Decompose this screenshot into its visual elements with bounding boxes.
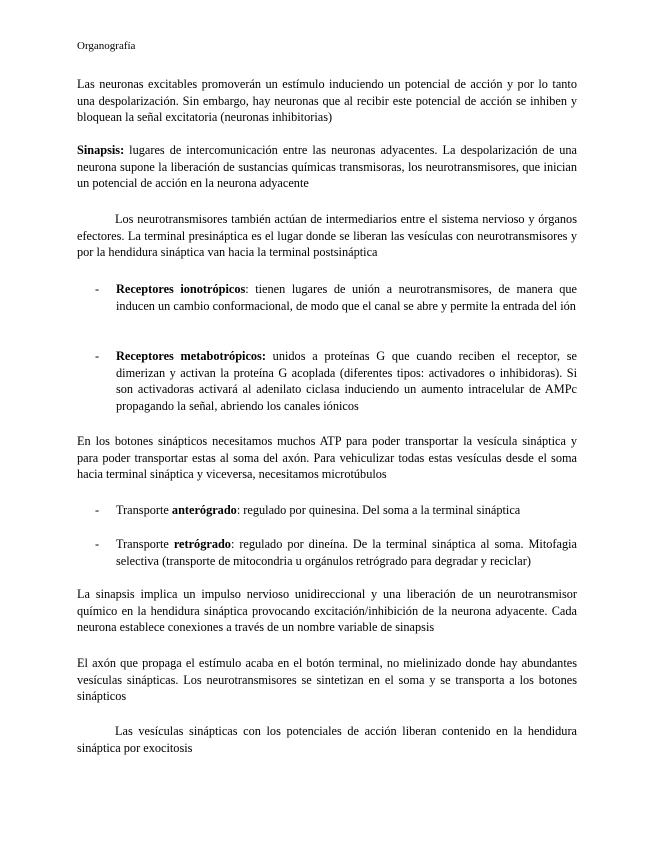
- ionotropicos-definition: : tienen lugares de unión a neurotransmisores, de manera que inducen un cambio conformacional, de modo que el canal se abre y permite la entrada del ión: [116, 282, 577, 313]
- paragraph-sinapsis: [77, 142, 577, 192]
- list-item-retrogrado: [77, 536, 577, 569]
- page-header: Organografía: [77, 40, 136, 52]
- anterogrado-definition: : regulado por quinesina. Del soma a la terminal sináptica: [236, 503, 521, 517]
- list-item-ionotropicos: [77, 281, 577, 314]
- paragraph-botones-sinapticos: En los botones sinápticos necesitamos muchos ATP para poder transportar la vesícula sináptica y para poder transportar estas al soma del axón. Para vehiculizar todas estas vesículas desde el soma hacia terminal sináptica y viceversa, necesitamos microtúbulos: [77, 434, 577, 481]
- list-dash: -: [95, 282, 100, 296]
- paragraph-axon: El axón que propaga el estímulo acaba en el botón terminal, no mielinizado donde hay abundantes vesículas sinápticas. Los neurotransmisores se sintetizan en el soma y se transporta a los botones sinápticos: [77, 656, 577, 703]
- list-item-metabotropicos: [77, 348, 577, 414]
- term-ionotropicos: Receptores ionotrópicos: [116, 282, 246, 296]
- paragraph-vesiculas: Las vesículas sinápticas con los potenciales de acción liberan contenido en la hendidura sináptica por exocitosis: [77, 724, 577, 755]
- paragraph-sinapsis-impulso: La sinapsis implica un impulso nervioso unidireccional y una liberación de un neurotransmisor químico en la hendidura sináptica provocando excitación/inhibición de la neurona adyacente. Cada neurona establece conexiones a través de un nombre variable de sinapsis: [77, 587, 577, 634]
- term-anterogrado: anterógrado: [171, 503, 237, 517]
- transporte-label: Transporte: [116, 503, 172, 517]
- list-dash: -: [95, 537, 100, 551]
- list-item-anterogrado: [77, 502, 577, 519]
- paragraph-neurotransmisores: Los neurotransmisores también actúan de intermediarios entre el sistema nervioso y órganos efectores. La terminal presináptica es el lugar donde se liberan las vesículas con neurotransmisores y por la hendidura sináptica van hacia la terminal postsináptica: [77, 212, 577, 259]
- list-item-text: [116, 281, 577, 314]
- list-item-text: [116, 348, 577, 414]
- term-sinapsis: Sinapsis:: [77, 143, 125, 157]
- term-metabotropicos: Receptores metabotrópicos:: [116, 349, 266, 363]
- list-item-text: [116, 536, 577, 569]
- term-retrogrado: retrógrado: [173, 537, 231, 551]
- paragraph-neuronas-excitables: Las neuronas excitables promoverán un estímulo induciendo un potencial de acción y por lo tanto una despolarización. Sin embargo, hay neuronas que al recibir este potencial de acción se inhiben y bloquean la señal excitatoria (neuronas inhibitorias): [77, 77, 577, 124]
- list-item-text: [116, 502, 577, 519]
- list-dash: -: [95, 503, 100, 517]
- sinapsis-definition: lugares de intercomunicación entre las neuronas adyacentes. La despolarización de una neurona supone la liberación de sustancias químicas transmisoras, los neurotransmisores, que inician un potencial de acción en la neurona adyacente: [77, 143, 577, 190]
- metabotropicos-definition: unidos a proteínas G que cuando reciben el receptor, se dimerizan y activan la proteína G acoplada (diferentes tipos: activadores o inhibidoras). Si son activadoras activará al adenilato ciclasa induciendo un aumento intracelular de AMPc propagando la señal, abriendo los canales iónicos: [116, 349, 578, 413]
- retrogrado-definition: : regulado por dineína. De la terminal sináptica al soma. Mitofagia selectiva (transporte de mitocondria u orgánulos retrógrado para degradar y reciclar): [116, 537, 577, 568]
- transporte-label: Transporte: [116, 537, 174, 551]
- list-dash: -: [95, 349, 100, 363]
